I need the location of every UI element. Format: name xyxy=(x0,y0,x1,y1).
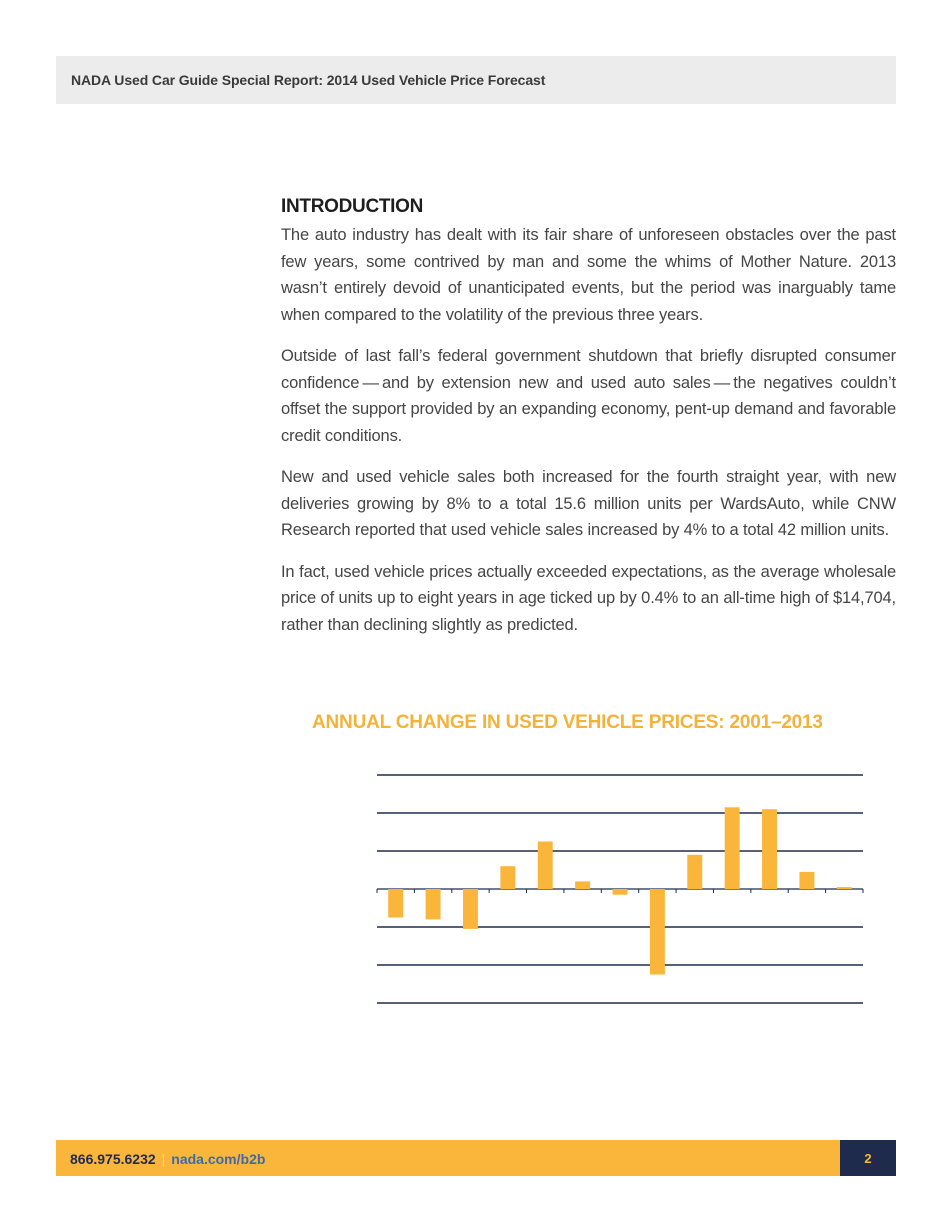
bar-2010 xyxy=(725,807,740,889)
price-change-chart xyxy=(370,760,870,1010)
bar-2002 xyxy=(426,889,441,919)
chart-title: ANNUAL CHANGE IN USED VEHICLE PRICES: 2001–2013 xyxy=(312,712,823,733)
bar-2003 xyxy=(463,889,478,929)
chart-bars xyxy=(388,807,852,974)
footer-phone[interactable]: 866.975.6232 xyxy=(70,1151,156,1167)
footer-separator: | xyxy=(161,1151,166,1167)
intro-paragraph-4: In fact, used vehicle prices actually exceeded expectations, as the average wholesale price of units up to eight years in age ticked up by 0.4% to an all-time high of $14,704, rather than declining slightly as predicted. xyxy=(281,562,896,634)
footer-website-link[interactable]: nada.com/b2b xyxy=(171,1151,266,1167)
bar-2009 xyxy=(687,855,702,889)
bar-2012 xyxy=(799,872,814,889)
bar-2007 xyxy=(613,889,628,895)
bar-2006 xyxy=(575,881,590,889)
page-number-box xyxy=(840,1140,896,1176)
intro-paragraph-2: Outside of last fall’s federal government shutdown that briefly disrupted consumer confidence — and by extension new and used auto sales — the negatives couldn’t offset the support provided by an expanding economy, pent-up demand and favorable credit conditions. xyxy=(281,347,896,445)
footer-contact xyxy=(70,1151,265,1167)
bar-2005 xyxy=(538,842,553,890)
bar-2001 xyxy=(388,889,403,918)
bar-2004 xyxy=(500,866,515,889)
intro-paragraph-3: New and used vehicle sales both increased for the fourth straight year, with new deliveries growing by 8% to a total 15.6 million units per WardsAuto, while CNW Research reported that used vehicle sales increased by 4% to a total 42 million units. xyxy=(281,468,896,539)
page-footer xyxy=(56,1140,896,1176)
introduction-section xyxy=(281,196,896,653)
report-title: NADA Used Car Guide Special Report: 2014 Used Vehicle Price Forecast xyxy=(71,72,546,88)
section-heading: INTRODUCTION xyxy=(281,196,424,217)
bar-2011 xyxy=(762,809,777,889)
intro-paragraph-1: The auto industry has dealt with its fair share of unforeseen obstacles over the past few years, some contrived by man and some the whims of Mother Nature. 2013 wasn’t entirely devoid of unanticipated events, but the period was inarguably tame when compared to the volatility of the previous three years. xyxy=(281,226,896,324)
bar-2013 xyxy=(837,887,852,889)
page-number: 2 xyxy=(864,1151,872,1166)
report-header xyxy=(56,56,896,104)
bar-2008 xyxy=(650,889,665,975)
